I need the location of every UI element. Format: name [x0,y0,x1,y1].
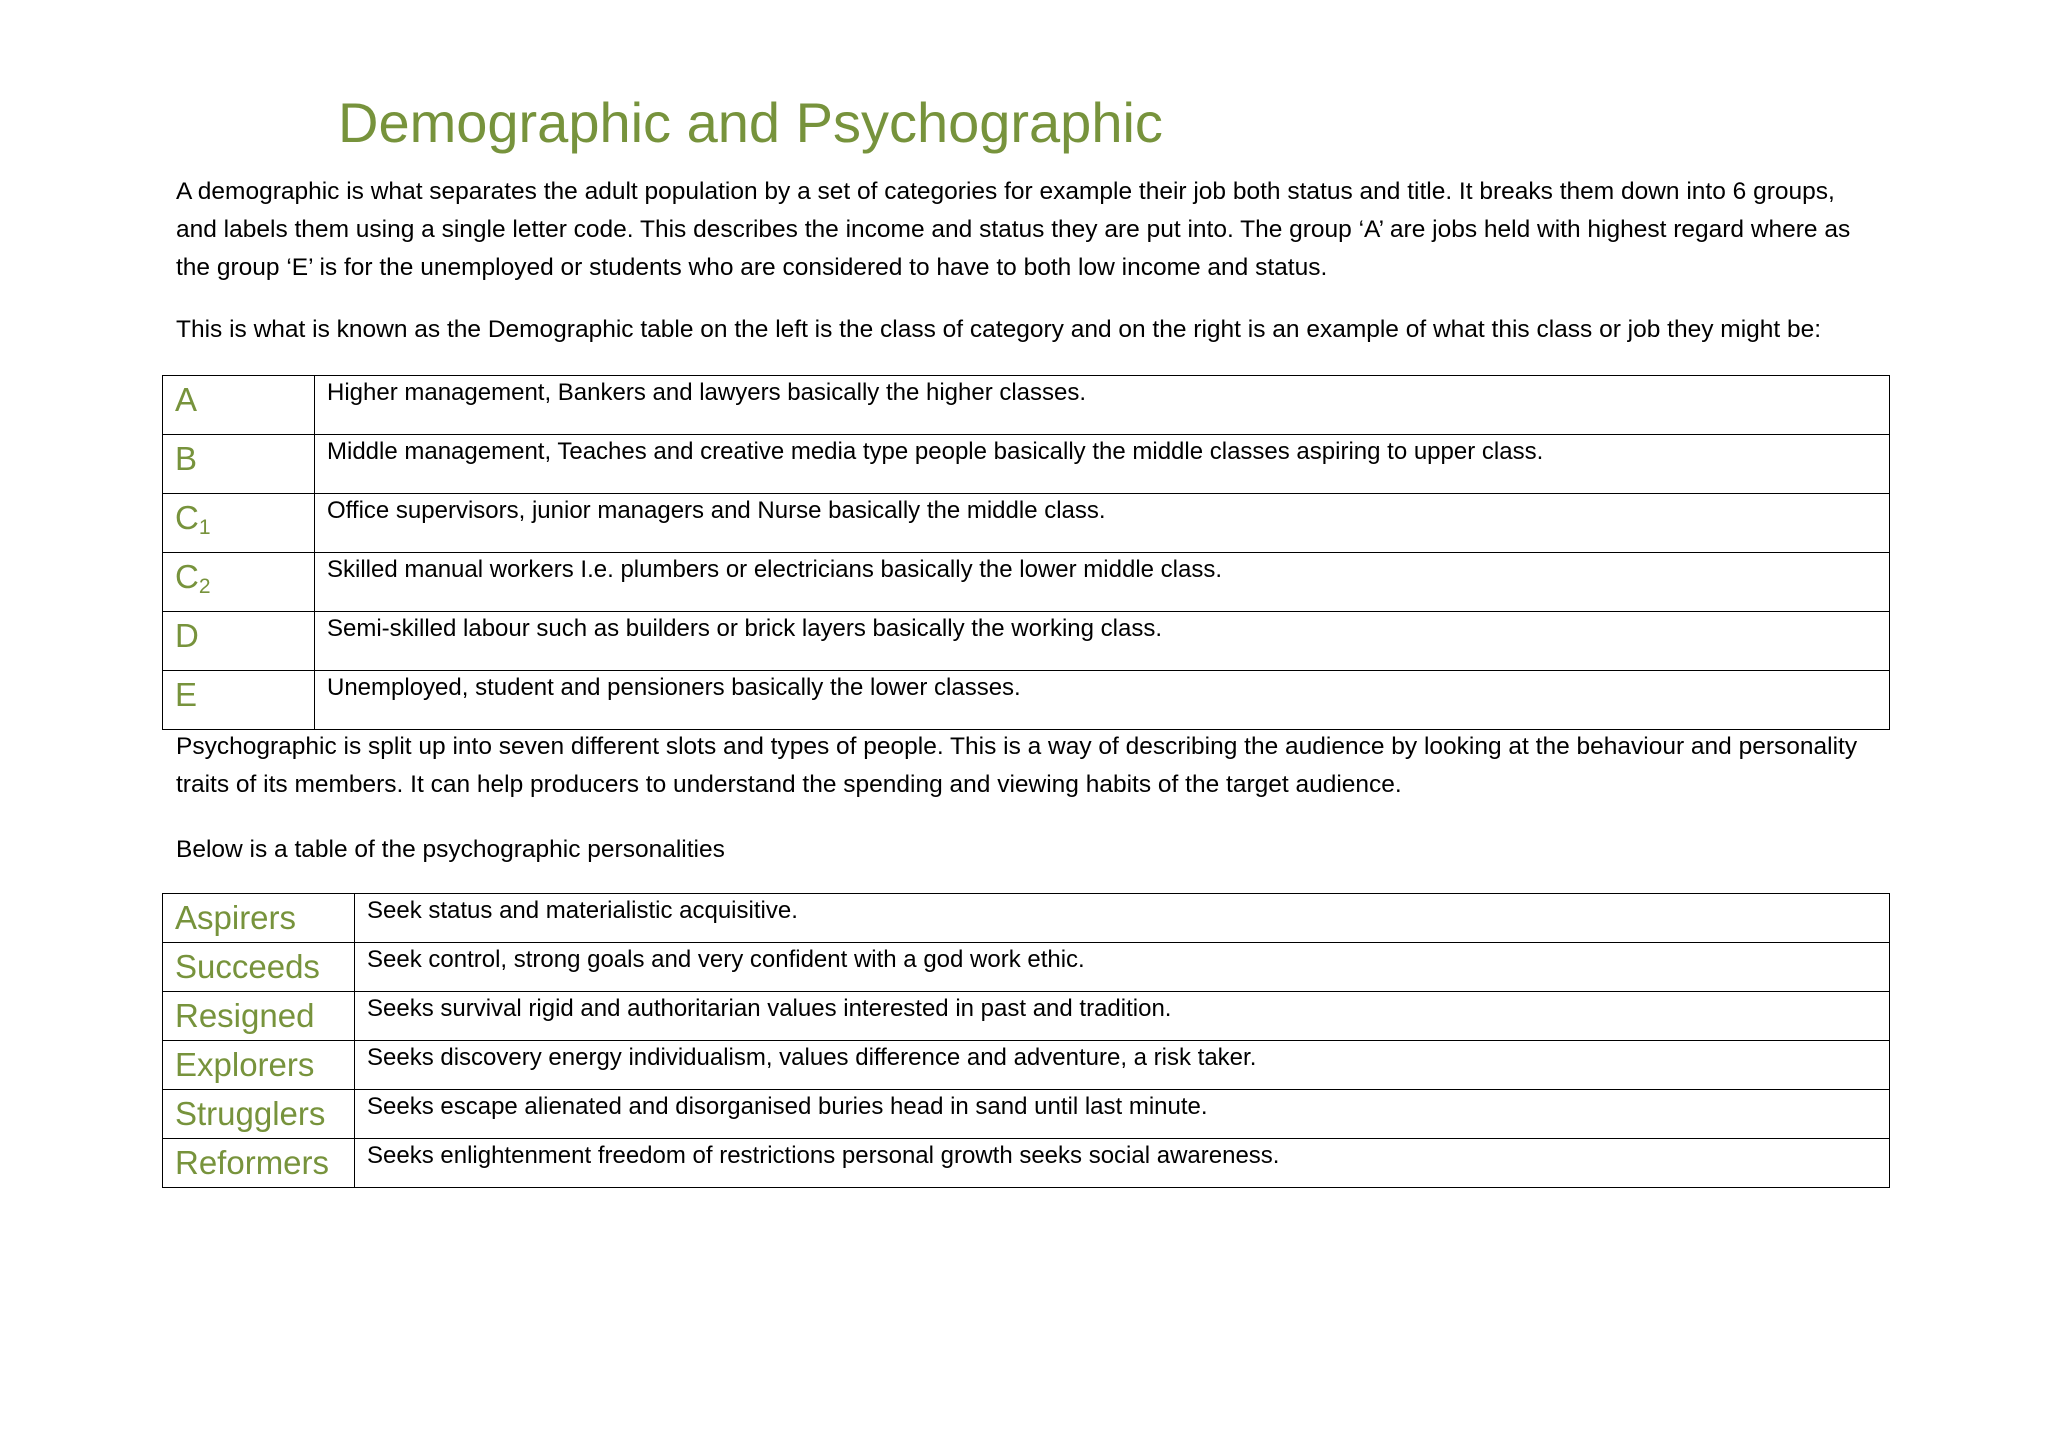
intro-paragraph: A demographic is what separates the adult population by a set of categories for example their job both status and title. It breaks them down into 6 groups, and labels them using a single letter code. This describes the income and status they are put into. The group ‘A’ are jobs held with highest regard where as the group ‘E’ is for the unemployed or students who are considered to have to both low income and status. [176,178,1851,281]
table-row [163,1139,1890,1188]
table-row [163,992,1890,1041]
demographic-category: $C_2$ [163,553,315,612]
psychographic-type: Aspirers [163,894,355,943]
psychographic-type: Resigned [163,992,355,1041]
table-row [163,612,1890,671]
demographic-description: Skilled manual workers I.e. plumbers or electricians basically the lower middle class. [315,553,1890,612]
demographic-description: Higher management, Bankers and lawyers basically the higher classes. [315,376,1890,435]
table-row [163,494,1890,553]
table-row [163,553,1890,612]
demographic-table [162,375,1890,730]
page-title: Demographic and Psychographic [338,91,1163,154]
psychographic-description: Seeks enlightenment freedom of restrictions personal growth seeks social awareness. [355,1139,1890,1188]
psychographic-type: Explorers [163,1041,355,1090]
psychographic-description: Seek status and materialistic acquisitive. [355,894,1890,943]
demographic-intro-paragraph: This is what is known as the Demographic table on the left is the class of category and on the right is an example of what this class or job they might be: [176,316,1822,343]
demographic-description: Middle management, Teaches and creative media type people basically the middle classes aspiring to upper class. [315,435,1890,494]
psychographic-intro-paragraph: Psychographic is split up into seven different slots and types of people. This is a way of describing the audience by looking at the behaviour and personality traits of its members. It can help producers to understand the spending and viewing habits of the target audience. [176,733,1858,798]
table-row [163,894,1890,943]
demographic-category: A [163,376,315,435]
table-row [163,376,1890,435]
demographic-description: Office supervisors, junior managers and Nurse basically the middle class. [315,494,1890,553]
demographic-description: Semi-skilled labour such as builders or brick layers basically the working class. [315,612,1890,671]
psychographic-description: Seeks discovery energy individualism, values difference and adventure, a risk taker. [355,1041,1890,1090]
psychographic-description: Seeks survival rigid and authoritarian values interested in past and tradition. [355,992,1890,1041]
psychographic-type: Reformers [163,1139,355,1188]
demographic-category: B [163,435,315,494]
psychographic-type: Succeeds [163,943,355,992]
table-row [163,671,1890,730]
demographic-category: D [163,612,315,671]
demographic-description: Unemployed, student and pensioners basically the lower classes. [315,671,1890,730]
psychographic-description: Seek control, strong goals and very confident with a god work ethic. [355,943,1890,992]
demographic-category: $C_1$ [163,494,315,553]
psychographic-table [162,893,1890,1188]
psychographic-description: Seeks escape alienated and disorganised buries head in sand until last minute. [355,1090,1890,1139]
table-row [163,943,1890,992]
psychographic-type: Strugglers [163,1090,355,1139]
psychographic-table-intro: Below is a table of the psychographic personalities [176,836,725,863]
table-row [163,435,1890,494]
table-row [163,1041,1890,1090]
table-row [163,1090,1890,1139]
demographic-category: E [163,671,315,730]
